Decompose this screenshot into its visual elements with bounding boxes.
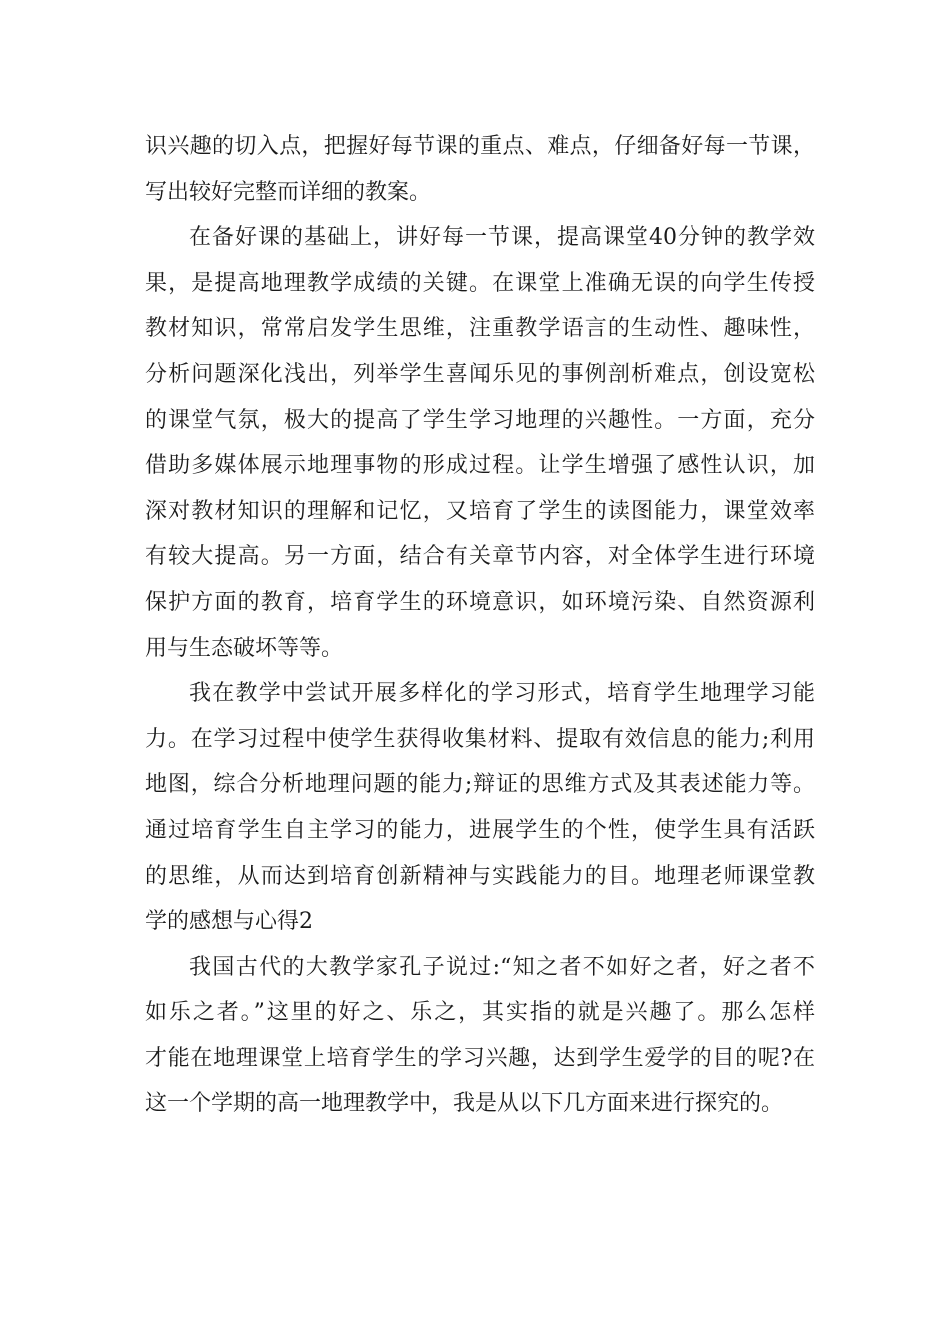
text-line: 通过培育学生自主学习的能力，进展学生的个性，使学生具有活跃 xyxy=(145,817,815,843)
text-line: 识兴趣的切入点，把握好每节课的重点、难点，仔细备好每一节课， xyxy=(145,134,815,159)
text-line: 的思维，从而达到培育创新精神与实践能力的目。地理老师课堂教 xyxy=(145,863,815,889)
text-line: 地图，综合分析地理问题的能力;辩证的思维方式及其表述能力等。 xyxy=(145,772,815,798)
body-text xyxy=(145,124,815,1127)
text-line: 我在教学中尝试开展多样化的学习形式，培育学生地理学习能 xyxy=(189,681,815,707)
text-line: 力。在学习过程中使学生获得收集材料、提取有效信息的能力;利用 xyxy=(145,726,815,752)
text-line: 深对教材知识的理解和记忆，又培育了学生的读图能力，课堂效率 xyxy=(145,498,815,524)
text-line: 学的感想与心得2 xyxy=(145,909,313,935)
text-line: 分析问题深化浅出，列举学生喜闻乐见的事例剖析难点，创设宽松 xyxy=(145,361,815,387)
text-line: 我国古代的大教学家孔子说过:“知之者不如好之者，好之者不 xyxy=(189,954,815,980)
text-line: 果，是提高地理教学成绩的关键。在课堂上准确无误的向学生传授 xyxy=(145,270,815,296)
text-line: 的课堂气氛，极大的提高了学生学习地理的兴趣性。一方面，充分 xyxy=(145,407,815,433)
text-line: 保护方面的教育，培育学生的环境意识，如环境污染、自然资源利 xyxy=(145,589,815,615)
text-line: 教材知识，常常启发学生思维，注重教学语言的生动性、趣味性， xyxy=(145,316,815,342)
text-line: 用与生态破坏等等。 xyxy=(145,635,344,661)
text-line: 如乐之者。”这里的好之、乐之，其实指的就是兴趣了。那么怎样 xyxy=(145,1000,815,1026)
text-line: 这一个学期的高一地理教学中，我是从以下几方面来进行探究的。 xyxy=(145,1091,784,1117)
text-line: 借助多媒体展示地理事物的形成过程。让学生增强了感性认识，加 xyxy=(145,453,815,479)
text-line: 才能在地理课堂上培育学生的学习兴趣，达到学生爱学的目的呢?在 xyxy=(145,1045,815,1071)
text-line: 有较大提高。另一方面，结合有关章节内容，对全体学生进行环境 xyxy=(145,544,815,570)
text-line: 在备好课的基础上，讲好每一节课，提高课堂40分钟的教学效 xyxy=(189,225,815,251)
text-line: 写出较好完整而详细的教案。 xyxy=(145,179,432,205)
